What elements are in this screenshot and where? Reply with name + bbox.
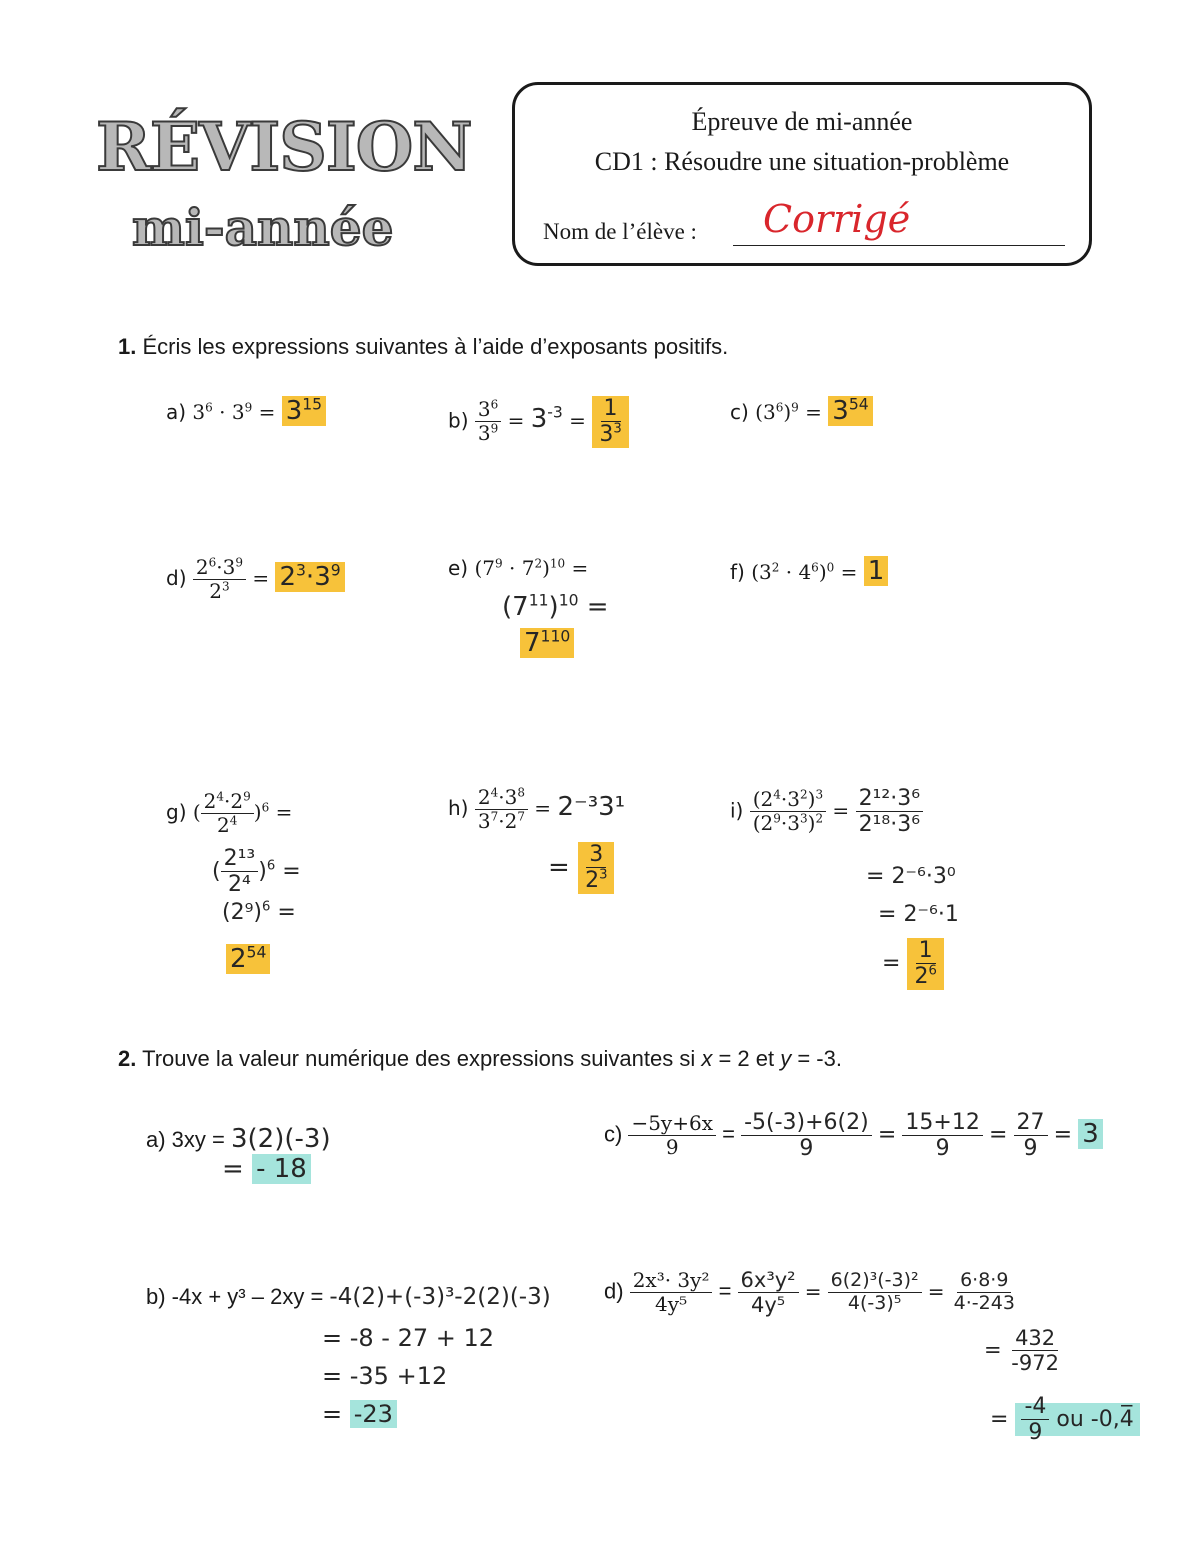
step-2c-2: $\frac{15+12}{9}$ [902,1110,982,1162]
step-1i-2: = 2⁻⁶·3⁰ [866,864,956,889]
step-2a: 3(2)(-3) [231,1124,331,1154]
exercise-label: a) 3xy = [146,1127,225,1152]
exercise-label: h) [448,796,469,820]
exercise-1b: b) $\frac{3^6}{3^9}$ = $3^{-3}$ = $\frac{1}{3^3}$ [448,396,629,448]
student-name-label: Nom de l’élève : [543,219,697,244]
exercise-label: i) [730,798,744,823]
answer-1c: $3^{54}$ [828,396,872,426]
exercise-2b [146,1284,551,1310]
step-1b: $3^{-3}$ [530,403,563,435]
answer-1h-row: = $\frac{3}{2^3}$ [548,842,614,894]
exercise-label: e) [448,556,469,580]
step-2b-2: = -8 - 27 + 12 [322,1324,495,1352]
step-2d-4: = $\frac{432}{-972}$ [984,1326,1059,1376]
step-1h: 2⁻³3¹ [557,792,626,822]
answer-2b: -23 [350,1400,397,1428]
question-1 [118,334,728,360]
exercise-1d: d) $\frac{2^6\cdot 3^9}{2^3}$ = $2^3\cdot 3^9$ [166,556,345,603]
answer-1i-row: = $\frac{1}{2^6}$ [882,938,944,990]
step-2d-1: $\frac{\text{6x³y²}}{\text{4y⁵}}$ [738,1268,799,1317]
header-line1: Épreuve de mi-année [691,107,913,136]
step-2b-1: -4(2)+(-3)³-2(2)(-3) [329,1284,551,1310]
answer-1g: $2^{54}$ [226,944,270,974]
question-1-number: 1. [118,334,137,359]
exercise-1e: e) $(7^9 \cdot 7^2)^{10}$ = [448,556,589,580]
exercise-1g: g) ( $\frac{2^4\cdot 2^9}{2^4}$ )$^6$ = [166,789,293,837]
exercise-2a [146,1124,331,1154]
step-2c-1: $\frac{-5(-3)+6(2)}{9}$ [741,1110,872,1162]
question-2-number: 2. [118,1046,137,1071]
exercise-1h: h) $\frac{2^4\cdot 3^8}{3^7\cdot 2^7}$ = 2⁻³3¹ [448,785,626,833]
step-1g-1: ( $\frac{\text{2¹³}}{\text{2⁴}}$ )$^6$ = [212,846,301,898]
step-1i-3: = 2⁻⁶·1 [878,902,959,927]
answer-2d: $\frac{-4}{9}$ ou -0,4̅ [1015,1403,1139,1436]
question-1-text: Écris les expressions suivantes à l’aide d’exposants positifs. [142,334,729,359]
answer-1h: $\frac{3}{2^3}$ [578,842,614,894]
answer-1e: $7^{110}$ [520,628,574,658]
answer-1i: $\frac{1}{2^6}$ [907,938,943,990]
step-2d-2: $\frac{\text{6(2)³(-3)²}}{\text{4(-3)⁵}}$ [828,1270,922,1315]
step-2b-3: = -35 +12 [322,1362,448,1390]
answer-2b-row: = -23 [322,1400,397,1428]
question-2: 2. Trouve la valeur numérique des expressions suivantes si x = 2 et y = -3. [118,1046,842,1071]
exercise-2c: c) $\frac{-5y+6x}{9}$ = $\frac{-5(-3)+6(2)}{9}$ = $\frac{15+12}{9}$ = $\frac{27}{9}$ = 3 [604,1110,1103,1162]
exercise-label: d) [166,566,187,590]
title-revision: RÉVISION [96,108,472,186]
exercise-1a: a) $3^6 \cdot 3^9 = 3^{15}$ [166,396,326,426]
answer-2c: 3 [1078,1119,1103,1149]
answer-1b: $\frac{1}{3^3}$ [592,396,628,448]
answer-2d-row: = $\frac{-4}{9}$ ou -0,4̅ [990,1394,1140,1446]
exercise-1f: f) $(3^2 \cdot 4^6)^0 = 1$ [730,556,888,586]
exercise-label: g) [166,800,187,824]
exercise-2d: d) $\frac{\text{2x³· 3y²}}{\text{4y⁵}}$ = $\frac{\text{6x³y²}}{\text{4y⁵}}$ = $\frac{\text{6(2)³(-3)²}}{\text{4(-3)⁵}}$ = $\frac{6\cdot 8\cdot 9}{4\cdot-243}$ [604,1268,1018,1317]
answer-1a: $3^{15}$ [282,396,326,426]
student-name-line [733,245,1065,246]
step-2d-3: $\frac{6\cdot 8\cdot 9}{4\cdot-243}$ [953,1269,1015,1315]
step-2c-3: $\frac{27}{9}$ [1014,1110,1048,1162]
exercise-label: c) [604,1121,623,1147]
exercise-1i: i) $\frac{(2^4\cdot 3^2)^3}{(2^9\cdot 3^3)^2}$ = $\frac{\text{2¹²·3⁶}}{\text{2¹⁸·3⁶}}$ [730,786,923,838]
exercise-label: a) [166,400,187,424]
answer-2a: - 18 [252,1154,311,1184]
step-1e: $(7^{11})^{10}$ = [502,591,609,622]
exercise-label: f) [730,560,745,584]
header-line2: CD1 : Résoudre une situation-problème [594,147,1010,176]
exercise-label: b) [448,408,469,433]
step-1g-2: $(2^9)^6$ = [222,899,296,925]
exercise-label: b) -4x + y³ – 2xy = [146,1284,324,1309]
header-box [512,82,1092,266]
title-mi-annee: mi-année [132,198,394,257]
step-1i-1: $\frac{\text{2¹²·3⁶}}{\text{2¹⁸·3⁶}}$ [856,786,923,838]
student-name-value: Corrigé [763,197,911,241]
answer-2a-row: = - 18 [222,1154,311,1184]
exercise-label: d) [604,1278,624,1304]
exercise-1c: c) $(3^6)^9 = 3^{54}$ [730,396,873,426]
answer-1f: 1 [864,556,889,586]
exercise-label: c) [730,400,749,424]
answer-1d: $2^3\cdot 3^9$ [275,562,344,592]
